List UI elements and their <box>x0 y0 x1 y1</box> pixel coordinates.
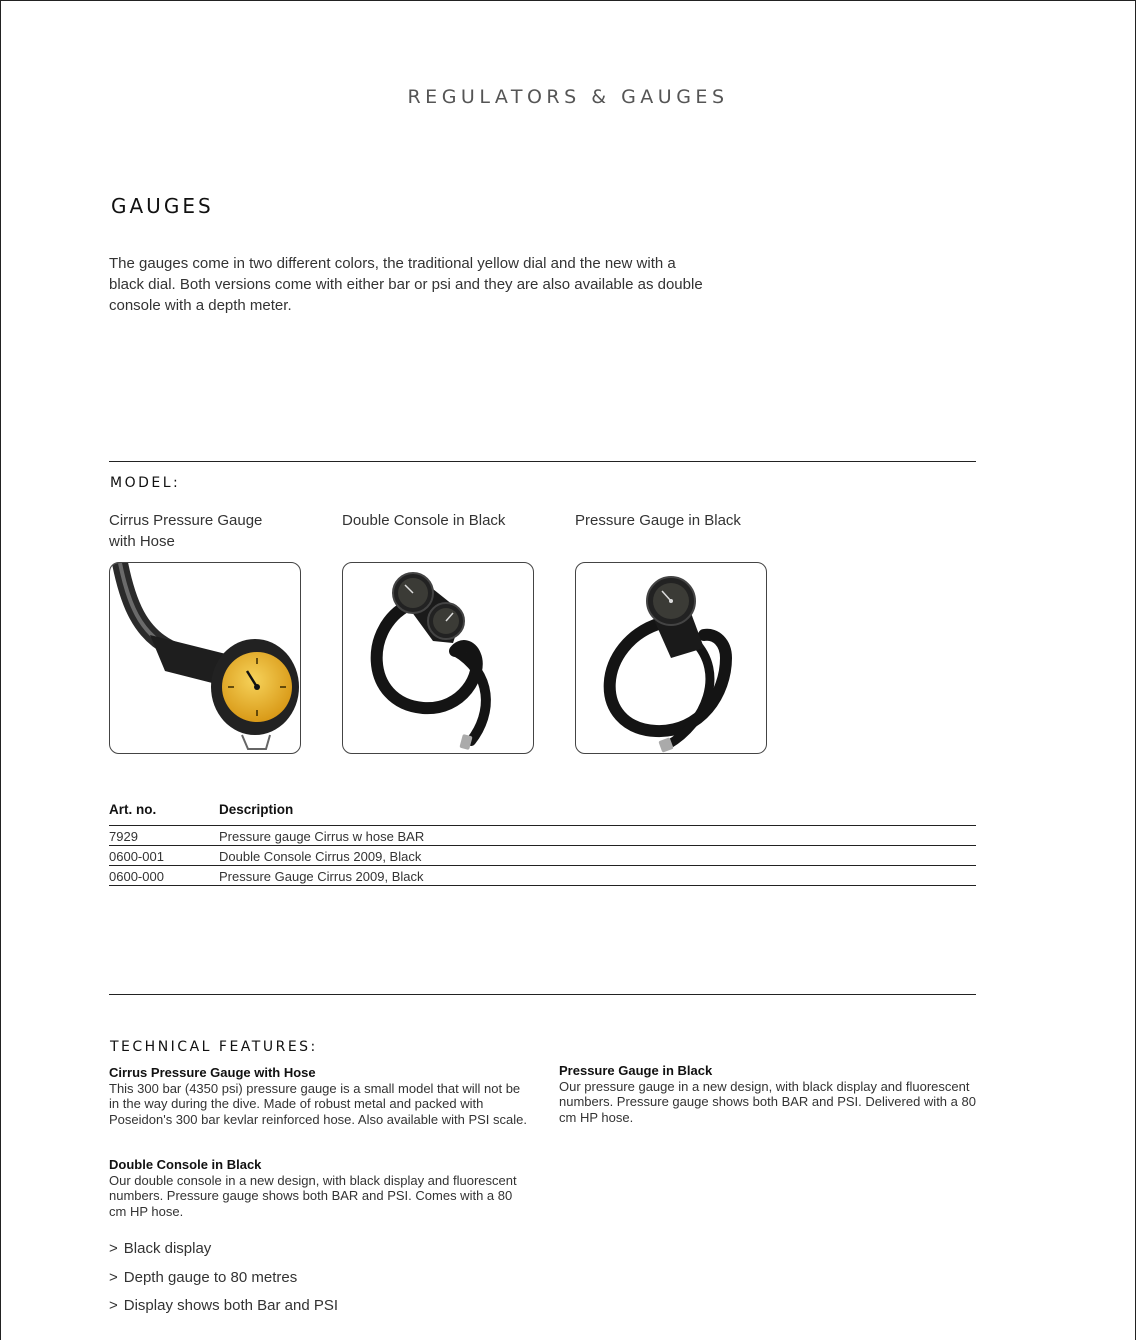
feature-pressure-gauge-black <box>559 1063 979 1125</box>
model-card-cirrus <box>109 510 304 554</box>
feature-title: Cirrus Pressure Gauge with Hose <box>109 1065 316 1080</box>
black-pressure-gauge-icon <box>575 562 767 754</box>
divider <box>109 994 976 995</box>
divider <box>109 461 976 462</box>
model-card-pressure-gauge-black <box>575 510 770 554</box>
table-row <box>109 826 976 846</box>
model-name: Pressure Gauge in Black <box>575 512 741 529</box>
list-item: > Depth gauge to 80 metres <box>109 1268 298 1286</box>
column-header-art-no: Art. no. <box>109 802 219 826</box>
table-header-row <box>109 802 976 826</box>
feature-text: This 300 bar (4350 psi) pressure gauge is a small model that will not be in the way during the dive. Made of robust metal and packed with Poseidon's 300 bar kevlar reinforced hose. Also available with PSI scale. <box>109 1080 527 1127</box>
bullet-marker: > <box>109 1297 118 1314</box>
feature-bullet-list <box>109 1239 338 1325</box>
double-console-icon <box>342 562 534 754</box>
feature-title: Pressure Gauge in Black <box>559 1063 713 1078</box>
table-row <box>109 866 976 886</box>
feature-text: Our pressure gauge in a new design, with black display and fluorescent numbers. Pressure gauge shows both BAR and PSI. Delivered with a 80 cm HP hose. <box>559 1078 976 1125</box>
yellow-dial-gauge-icon <box>109 562 301 754</box>
model-card-double-console <box>342 510 537 554</box>
art-no-cell: 0600-001 <box>109 846 219 866</box>
feature-double-console <box>109 1157 529 1219</box>
description-cell: Pressure gauge Cirrus w hose BAR <box>219 826 976 846</box>
art-no-cell: 0600-000 <box>109 866 219 886</box>
model-name: Cirrus Pressure Gauge with Hose <box>109 512 263 550</box>
art-no-cell: 7929 <box>109 826 219 846</box>
intro-paragraph: The gauges come in two different colors, the traditional yellow dial and the new with a black dial. Both versions come with either bar or psi and they are also available as double console with a depth meter. <box>109 255 703 314</box>
feature-text: Our double console in a new design, with black display and fluorescent numbers. Pressure gauge shows both BAR and PSI. Comes with a 80 cm HP hose. <box>109 1172 517 1219</box>
bullet-marker: > <box>109 1268 118 1286</box>
bullet-marker: > <box>109 1240 118 1257</box>
list-item: > Black display <box>109 1240 212 1257</box>
model-label: MODEL: <box>110 475 181 491</box>
article-table <box>109 802 976 886</box>
feature-cirrus <box>109 1065 529 1127</box>
column-header-description: Description <box>219 802 976 826</box>
description-cell: Double Console Cirrus 2009, Black <box>219 846 976 866</box>
list-item: > Display shows both Bar and PSI <box>109 1297 339 1314</box>
section-header: REGULATORS & GAUGES <box>407 86 729 108</box>
feature-title: Double Console in Black <box>109 1157 262 1172</box>
table-row <box>109 846 976 866</box>
model-name: Double Console in Black <box>342 512 506 529</box>
page-title: GAUGES <box>111 194 214 218</box>
technical-features-label: TECHNICAL FEATURES: <box>110 1039 318 1055</box>
description-cell: Pressure Gauge Cirrus 2009, Black <box>219 866 976 886</box>
